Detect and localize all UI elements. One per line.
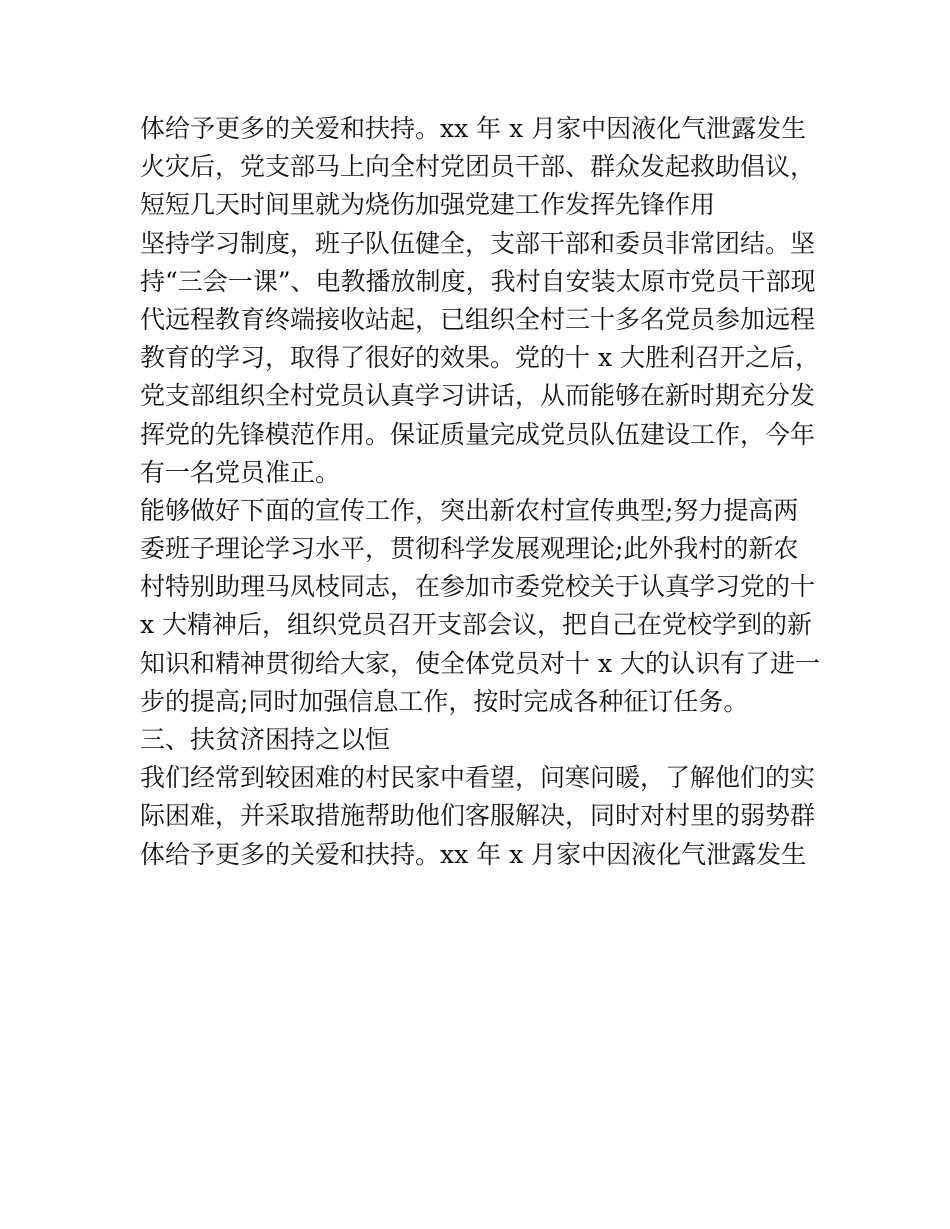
- document-body: [140, 110, 820, 874]
- text-line: 火灾后，党支部马上向全村党团员干部、群众发起救助倡议，: [140, 152, 816, 182]
- text-line: x 大精神后，组织党员召开支部会议，把自己在党校学到的新: [140, 610, 813, 640]
- text-line: 能够做好下面的宣传工作，突出新农村宣传典型;努力提高两: [140, 495, 799, 525]
- text-line: 短短几天时间里就为烧伤加强党建工作发挥先锋作用: [140, 190, 716, 220]
- text-line: 步的提高;同时加强信息工作，按时完成各种征订任务。: [140, 686, 749, 716]
- text-line: 体给予更多的关爱和扶持。xx 年 x 月家中因液化气泄露发生: [140, 839, 807, 869]
- text-line: 体给予更多的关爱和扶持。xx 年 x 月家中因液化气泄露发生: [140, 114, 807, 143]
- text-line: 际困难，并采取措施帮助他们客服解决，同时对村里的弱势群: [140, 801, 816, 831]
- text-line: 挥党的先锋模范作用。保证质量完成党员队伍建设工作，今年: [140, 419, 816, 449]
- text-line: 代远程教育终端接收站起，已组织全村三十多名党员参加远程: [140, 304, 816, 334]
- section-heading: 三、扶贫济困持之以恒: [140, 725, 391, 754]
- text-line: 教育的学习，取得了很好的效果。党的十 x 大胜利召开之后，: [140, 343, 820, 373]
- text-line: 委班子理论学习水平，贯彻科学发展观理论;此外我村的新农: [140, 534, 799, 564]
- text-line: 我们经常到较困难的村民家中看望，问寒问暖，了解他们的实: [140, 763, 816, 793]
- text-line: 有一名党员准正。: [140, 457, 341, 487]
- text-line: 知识和精神贯彻给大家，使全体党员对十 x 大的认识有了进一: [140, 648, 820, 678]
- text-line: 村特别助理马凤枝同志，在参加市委党校关于认真学习党的十: [140, 572, 816, 602]
- text-line: 持“三会一课”、电教播放制度，我村自安装太原市党员干部现: [140, 266, 816, 296]
- text-line: 坚持学习制度，班子队伍健全，支部干部和委员非常团结。坚: [140, 228, 816, 258]
- text-line: 党支部组织全村党员认真学习讲话，从而能够在新时期充分发: [140, 381, 816, 411]
